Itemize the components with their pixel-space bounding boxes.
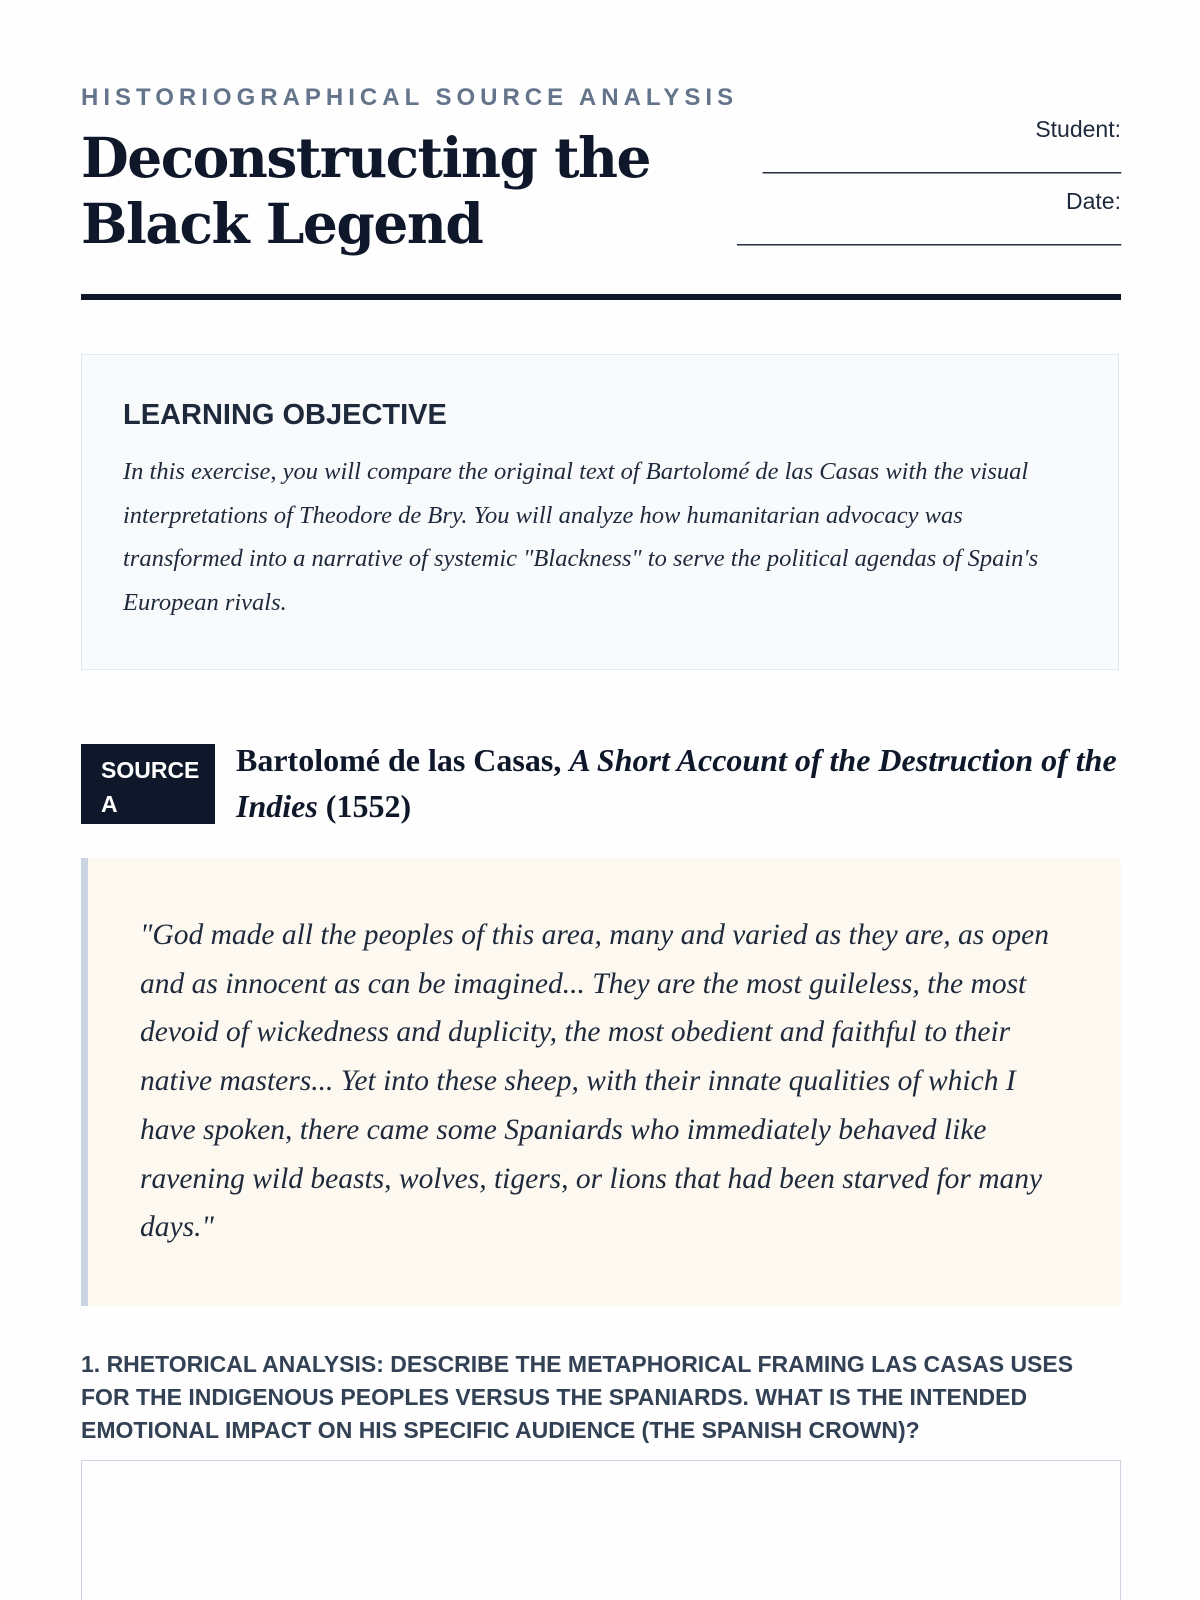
source-a-badge: SOURCE A (81, 744, 215, 824)
student-info (721, 112, 1121, 256)
title-line-1: Deconstructing the (81, 125, 650, 190)
title-line-2: Black Legend (81, 191, 483, 256)
student-name-blank[interactable]: ____________________________ (762, 148, 1121, 174)
worksheet-kicker: HISTORIOGRAPHICAL SOURCE ANALYSIS (81, 84, 739, 111)
source-a-work-title: A Short Account of the Destruction of the Indies (236, 742, 1117, 824)
learning-objective-text: In this exercise, you will compare the original text of Bartolomé de las Casas with the visual interpretations of Theodore de Bry. You will analyze how humanitarian advocacy was transformed into a narrative of systemic "Blackness" to serve the political agendas of Spain's European rivals. (123, 458, 1039, 616)
question-1-prompt: 1. RHETORICAL ANALYSIS: DESCRIBE THE METAPHORICAL FRAMING LAS CASAS USES FOR THE INDIGENOUS PEOPLES VERSUS THE SPANIARDS. WHAT IS THE INTENDED EMOTIONAL IMPACT ON HIS SPECIFIC AUDIENCE (THE SPANISH CROWN)? (81, 1351, 1074, 1443)
header-divider (81, 294, 1121, 300)
source-a-quote: "God made all the peoples of this area, many and varied as they are, as open and as innocent as can be imagined... They are the most guileless, the most devoid of wickedness and duplicity, the most obedient and faithful to their native masters... Yet into these sheep, with their innate qualities of which I have spoken, there came some Spaniards who immediately behaved like ravening wild beasts, wolves, tigers, or lions that had been starved for many days." (140, 919, 1049, 1244)
source-a-citation (236, 737, 1121, 829)
worksheet-page (81, 0, 1121, 1600)
source-a-quote-box (81, 858, 1121, 1306)
student-label: Student: (1035, 116, 1121, 142)
learning-objective-box (81, 354, 1119, 670)
date-blank[interactable]: ______________________________ (737, 220, 1121, 246)
question-1-answer-box[interactable] (81, 1460, 1121, 1600)
source-a-author: Bartolomé de las Casas, (236, 742, 570, 778)
page-title (81, 125, 701, 257)
source-a-year: (1552) (317, 788, 412, 824)
date-label: Date: (1066, 188, 1121, 214)
learning-objective-heading: LEARNING OBJECTIVE (123, 399, 447, 431)
